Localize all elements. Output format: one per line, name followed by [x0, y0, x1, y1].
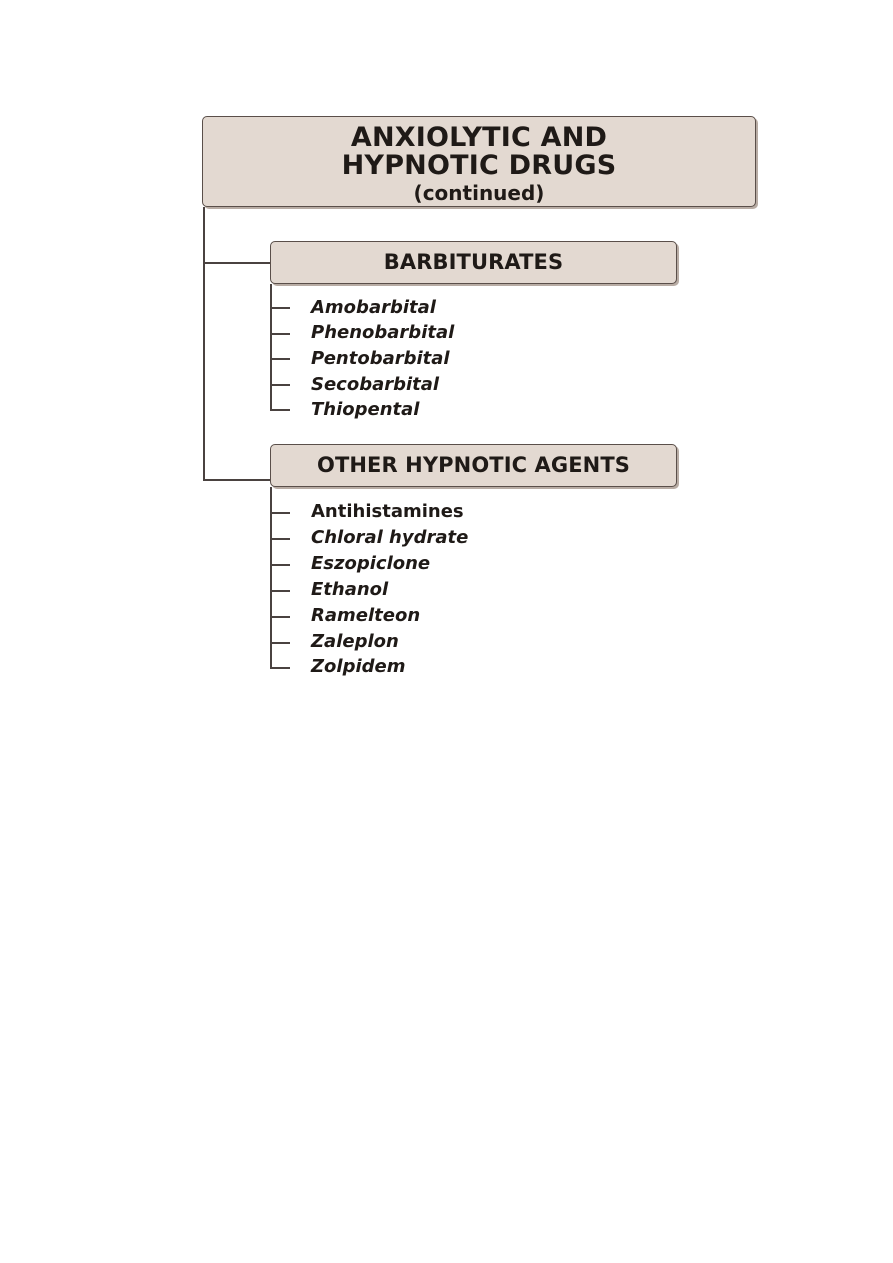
drug-item-ramelteon: Ramelteon: [311, 605, 421, 626]
item-tick: [270, 358, 290, 360]
category-trunk-barbiturates: [270, 284, 272, 411]
item-tick: [270, 307, 290, 309]
main-subtitle: (continued): [413, 181, 545, 205]
drug-item-thiopental: Thiopental: [311, 399, 420, 420]
item-tick: [270, 538, 290, 540]
drug-item-ethanol: Ethanol: [311, 579, 389, 600]
item-tick: [270, 333, 290, 335]
drug-item-phenobarbital: Phenobarbital: [311, 322, 455, 343]
item-tick: [270, 409, 290, 411]
category-box-barbiturates: [270, 241, 677, 284]
item-tick: [270, 616, 290, 618]
item-tick: [270, 384, 290, 386]
item-tick: [270, 667, 290, 669]
main-title: ANXIOLYTIC AND HYPNOTIC DRUGS: [341, 122, 617, 181]
item-tick: [270, 642, 290, 644]
drug-item-amobarbital: Amobarbital: [311, 297, 436, 318]
item-tick: [270, 564, 290, 566]
category-label: BARBITURATES: [383, 250, 564, 274]
item-tick: [270, 512, 290, 514]
drug-item-antihistamines: Antihistamines: [311, 501, 464, 522]
category-box-other-hypnotic-agents: [270, 444, 677, 487]
category-label: OTHER HYPNOTIC AGENTS: [317, 453, 630, 477]
drug-item-chloral-hydrate: Chloral hydrate: [311, 527, 469, 548]
drug-item-secobarbital: Secobarbital: [311, 374, 440, 395]
item-tick: [270, 590, 290, 592]
drug-item-zolpidem: Zolpidem: [311, 656, 406, 677]
main-title-box: [202, 116, 756, 207]
branch-connector-barbiturates: [203, 262, 271, 264]
drug-item-eszopiclone: Eszopiclone: [311, 553, 431, 574]
branch-connector-other-hypnotics: [203, 479, 271, 481]
main-trunk-line: [203, 207, 205, 481]
drug-item-zaleplon: Zaleplon: [311, 631, 399, 652]
drug-item-pentobarbital: Pentobarbital: [311, 348, 450, 369]
